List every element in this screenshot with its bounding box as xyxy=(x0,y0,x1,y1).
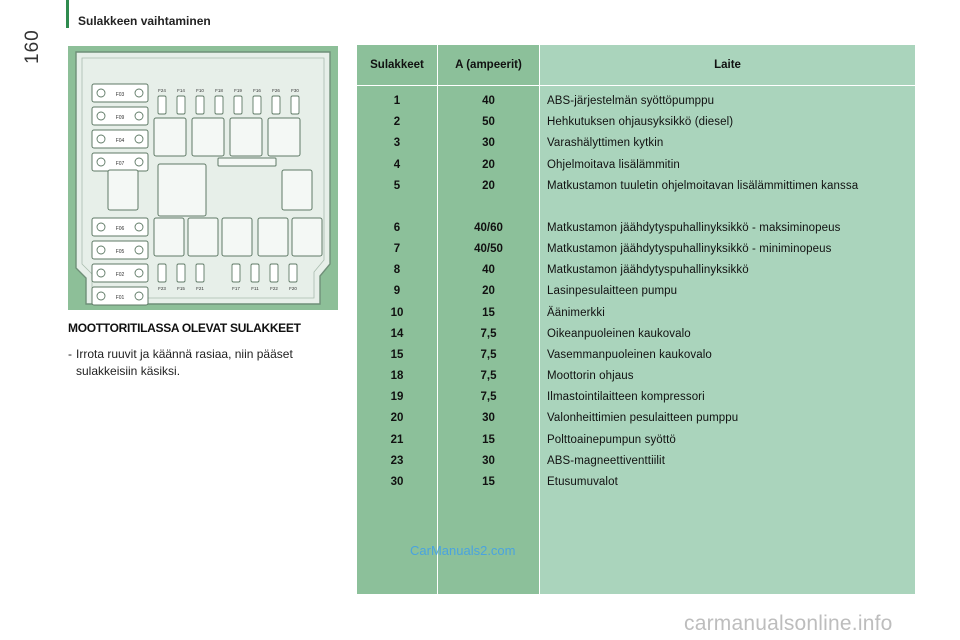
amperes-cell: 30 xyxy=(482,137,495,150)
device-cell: Matkustamon jäähdytyspuhallinyksikkö - miniminopeus xyxy=(547,242,832,255)
fuse-cell: 30 xyxy=(390,476,404,488)
fuse-cell: 18 xyxy=(390,370,404,383)
table-row xyxy=(357,155,915,176)
fuse-slot xyxy=(234,96,242,114)
table-row xyxy=(357,176,915,218)
watermark: CarManuals2.com xyxy=(410,543,516,558)
amperes-cell: 40/50 xyxy=(474,242,503,255)
device-cell: Ohjelmoitava lisälämmitin xyxy=(547,158,680,171)
fuse-slot xyxy=(270,264,278,282)
amperes-cell: 20 xyxy=(482,285,495,298)
instruction-dash: - xyxy=(68,347,72,361)
fuse-cell: 1 xyxy=(393,95,401,107)
amperes-cell: 40/60 xyxy=(474,221,503,234)
device-cell: Hehkutuksen ohjausyksikkö (diesel) xyxy=(547,116,734,129)
fuse-cell: 23 xyxy=(390,454,404,467)
fuse-label: F18 xyxy=(215,88,223,93)
fuse-cell: 6 xyxy=(393,221,401,234)
device-cell: ABS-magneettiventtiilit xyxy=(547,454,665,467)
fuse-slot xyxy=(215,96,223,114)
table-row xyxy=(357,218,915,239)
fuse-cell: 14 xyxy=(390,327,404,340)
table-row xyxy=(357,112,915,133)
device-cell: Oikeanpuoleinen kaukovalo xyxy=(547,327,691,340)
relay-label: F01 xyxy=(115,295,125,301)
table-row xyxy=(357,239,915,260)
amperes-cell: 15 xyxy=(482,476,495,488)
table-row xyxy=(357,430,915,451)
table-row xyxy=(357,366,915,387)
device-cell: ABS-järjestelmän syöttöpumppu xyxy=(547,95,715,107)
fuse-label: F23 xyxy=(158,286,166,291)
device-cell: Matkustamon jäähdytyspuhallinyksikkö - maksiminopeus xyxy=(547,221,841,234)
fuse-cell: 4 xyxy=(393,158,401,171)
table-row xyxy=(357,260,915,281)
fuse-slot xyxy=(251,264,259,282)
device-cell: Lasinpesulaitteen pumpu xyxy=(547,285,678,298)
fuse-box-diagram xyxy=(68,46,338,310)
fuse-slot xyxy=(177,96,185,114)
amperes-cell: 20 xyxy=(482,179,495,192)
fuse-slot xyxy=(196,96,204,114)
fuse-cell: 8 xyxy=(393,264,401,277)
instruction-text xyxy=(68,346,338,380)
device-cell: Varashälyttimen kytkin xyxy=(547,137,664,150)
fuse-label: F30 xyxy=(291,88,299,93)
relay-label: F06 xyxy=(115,226,125,232)
fuse-label: F21 xyxy=(196,286,204,291)
table-row xyxy=(357,281,915,302)
fuse-label: F17 xyxy=(232,286,240,291)
device-cell: Ilmastointilaitteen kompressori xyxy=(547,391,705,404)
relay-label: F09 xyxy=(115,115,125,121)
amperes-cell: 15 xyxy=(482,433,495,446)
table-header xyxy=(357,45,915,85)
relay-label: F04 xyxy=(115,138,125,144)
table-row xyxy=(357,303,915,324)
device-cell: Etusumuvalot xyxy=(547,476,618,488)
table-row xyxy=(357,387,915,408)
header-device: Laite xyxy=(714,59,741,71)
device-cell: Äänimerkki xyxy=(547,306,605,319)
fuse-label: F26 xyxy=(272,88,280,93)
device-cell: Vasemmanpuoleinen kaukovalo xyxy=(547,348,712,361)
fuse-slot xyxy=(272,96,280,114)
fuse-cell: 10 xyxy=(390,306,404,319)
fuse-cell: 20 xyxy=(390,412,404,425)
fuse-label: F22 xyxy=(270,286,278,291)
fuse-slot xyxy=(196,264,204,282)
fuse-slot xyxy=(158,264,166,282)
fuse-cell: 21 xyxy=(390,433,404,446)
amperes-cell: 7,5 xyxy=(480,348,497,361)
device-cell: Matkustamon jäähdytyspuhallinyksikkö xyxy=(547,264,749,277)
fuse-slot xyxy=(177,264,185,282)
fuse-slot xyxy=(158,96,166,114)
amperes-cell: 15 xyxy=(482,306,495,319)
table-row xyxy=(357,91,915,112)
relay-label: F03 xyxy=(115,92,125,98)
fuse-label: F10 xyxy=(196,88,204,93)
fuse-label: F14 xyxy=(177,88,185,93)
fuse-label: F11 xyxy=(251,286,259,291)
amperes-cell: 40 xyxy=(482,95,495,107)
fuse-cell: 9 xyxy=(393,285,401,298)
fuse-label: F19 xyxy=(234,88,242,93)
device-cell: Valonheittimien pesulaitteen pumppu xyxy=(547,412,739,425)
amperes-cell: 7,5 xyxy=(480,391,497,404)
amperes-cell: 7,5 xyxy=(480,327,497,340)
section-title: MOOTTORITILASSA OLEVAT SULAKKEET xyxy=(68,321,301,335)
table-row xyxy=(357,324,915,345)
fuse-cell: 3 xyxy=(393,137,401,150)
table-row xyxy=(357,472,915,493)
relay-label: F02 xyxy=(115,272,125,278)
table-row xyxy=(357,345,915,366)
fuse-slot xyxy=(253,96,261,114)
header-divider xyxy=(357,85,915,86)
amperes-cell: 50 xyxy=(482,116,495,129)
fuse-slot xyxy=(289,264,297,282)
amperes-cell: 30 xyxy=(482,412,495,425)
instruction-body: Irrota ruuvit ja käännä rasiaa, niin pääset sulakkeisiin käsiksi. xyxy=(76,347,293,378)
relay-label: F07 xyxy=(115,161,125,167)
fuse-box-illustration xyxy=(68,46,338,310)
amperes-cell: 20 xyxy=(482,158,495,171)
fuse-label: F20 xyxy=(289,286,297,291)
footer-brand: carmanualsonline.info xyxy=(684,612,893,635)
fuse-label: F16 xyxy=(253,88,261,93)
page-header-title: Sulakkeen vaihtaminen xyxy=(78,14,211,28)
fuse-label: F15 xyxy=(177,286,185,291)
relay-label: F05 xyxy=(115,249,125,255)
header-accent-bar xyxy=(66,0,69,28)
table-row xyxy=(357,408,915,429)
page-number: 160 xyxy=(22,29,43,64)
device-cell: Polttoainepumpun syöttö xyxy=(547,433,676,446)
amperes-cell: 7,5 xyxy=(480,370,497,383)
fuse-cell: 5 xyxy=(393,179,401,192)
device-cell: Matkustamon tuuletin ohjelmoitavan lisälämmittimen kanssa xyxy=(547,179,859,192)
amperes-cell: 40 xyxy=(482,264,495,277)
table-row xyxy=(357,133,915,154)
fuse-cell: 2 xyxy=(393,116,401,129)
device-cell: Moottorin ohjaus xyxy=(547,370,634,383)
table-body xyxy=(357,91,915,493)
fuse-table xyxy=(357,45,915,594)
fuse-cell: 19 xyxy=(390,391,404,404)
table-row xyxy=(357,451,915,472)
fuse-cell: 15 xyxy=(390,348,404,361)
amperes-cell: 30 xyxy=(482,454,495,467)
fuse-cell: 7 xyxy=(393,242,401,255)
fuse-label: F24 xyxy=(158,88,166,93)
fuse-slot xyxy=(291,96,299,114)
header-amperes: A (ampeerit) xyxy=(455,59,522,71)
fuse-slot xyxy=(232,264,240,282)
header-fuse: Sulakkeet xyxy=(370,59,424,71)
